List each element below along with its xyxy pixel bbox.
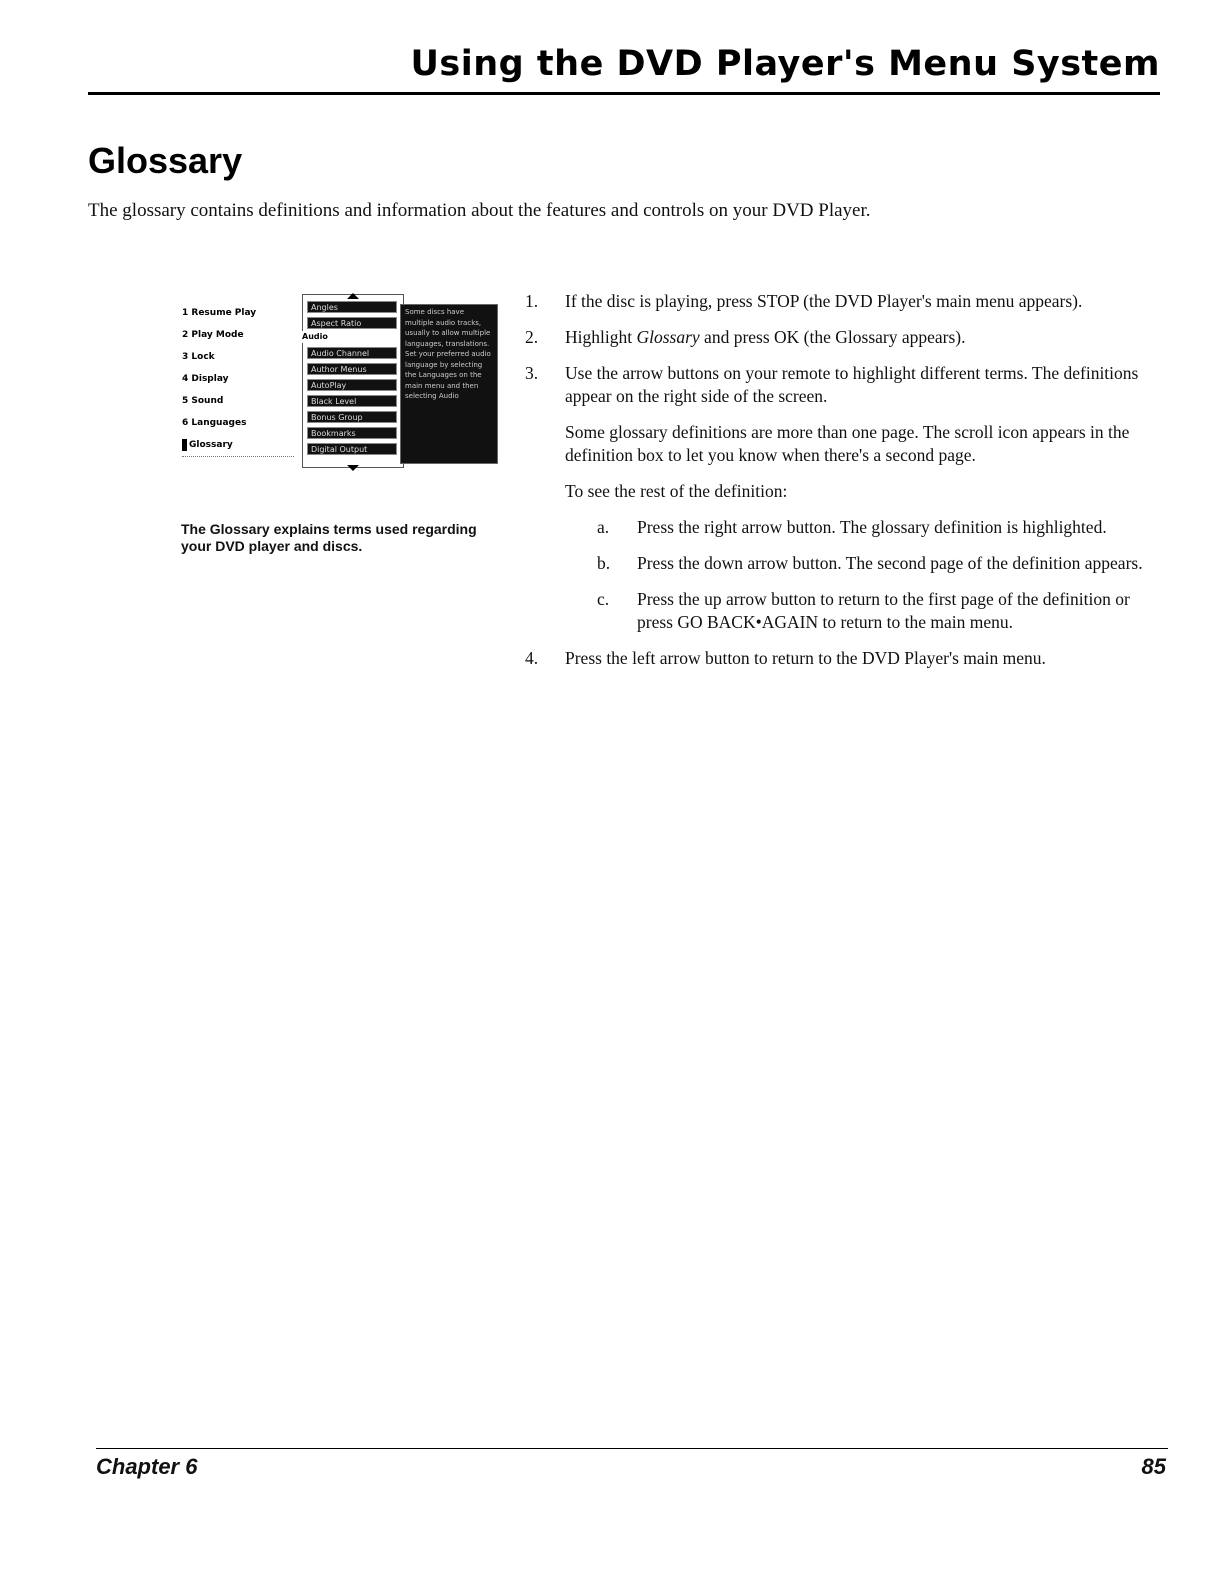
glossary-menu-screenshot [182, 290, 502, 475]
header-rule [88, 92, 1160, 95]
step-1 [525, 290, 1145, 313]
term-angles: Angles [307, 301, 397, 313]
main-menu-list [182, 302, 294, 457]
term-audio: Audio [299, 331, 403, 343]
step-text: and press OK (the Glossary appears). [699, 327, 966, 347]
term-author-menus: Author Menus [307, 363, 397, 375]
substep-letter: c. [597, 589, 610, 609]
footer-chapter: Chapter 6 [96, 1454, 198, 1479]
scroll-up-icon [347, 293, 359, 299]
step-text: Use the arrow buttons on your remote to highlight different terms. The definitions appear on the right side of the screen. [565, 363, 1139, 406]
step-text-emphasis: Glossary [636, 327, 700, 347]
menu-item-play-mode: 2 Play Mode [182, 330, 244, 340]
step-number: 4. [525, 648, 539, 668]
term-digital-output: Digital Output [307, 443, 397, 455]
rest-paragraph: To see the rest of the definition: [565, 481, 788, 501]
intro-paragraph: The glossary contains definitions and information about the features and controls on your DVD Player. [88, 200, 871, 221]
substep-letter: a. [597, 517, 610, 537]
glossary-terms-panel [302, 294, 404, 468]
step-text: Highlight [565, 327, 637, 347]
step-number: 1. [525, 291, 539, 311]
substep-text: Press the down arrow button. The second page of the definition appears. [637, 553, 1143, 573]
step-4 [525, 647, 1145, 670]
substep-text: Press the up arrow button to return to the first page of the definition or press GO BACK•AGAIN to return to the main menu. [637, 589, 1130, 632]
step-3 [525, 362, 1145, 408]
term-autoplay: AutoPlay [307, 379, 397, 391]
term-bookmarks: Bookmarks [307, 427, 397, 439]
substep-letter: b. [597, 553, 611, 573]
footer-rule [96, 1448, 1168, 1449]
term-audio-channel: Audio Channel [307, 347, 397, 359]
page-header-title: Using the DVD Player's Menu System [410, 44, 1160, 84]
definition-box: Some discs have multiple audio tracks, usually to allow multiple languages, translations. Set your preferred audio language by selecting the Languages on the main menu and then selecting Audio [400, 304, 498, 464]
figure-caption: The Glossary explains terms used regarding your DVD player and discs. [181, 521, 477, 554]
menu-item-lock: 3 Lock [182, 352, 215, 362]
term-black-level: Black Level [307, 395, 397, 407]
term-aspect-ratio: Aspect Ratio [307, 317, 397, 329]
substep-c [525, 588, 1145, 634]
selection-marker-icon [182, 439, 187, 451]
section-title: Glossary [88, 140, 243, 181]
substep-a [525, 516, 1145, 539]
substep-b [525, 552, 1145, 575]
footer-page-number: 85 [1141, 1454, 1166, 1479]
menu-item-glossary: Glossary [182, 434, 294, 457]
menu-item-resume-play: 1 Resume Play [182, 308, 257, 318]
step-text: Press the left arrow button to return to the DVD Player's main menu. [565, 648, 1046, 668]
menu-item-sound: 5 Sound [182, 396, 224, 406]
step-2 [525, 326, 1145, 349]
menu-item-languages: 6 Languages [182, 418, 247, 428]
step-number: 3. [525, 363, 539, 383]
scroll-down-icon [347, 465, 359, 471]
note-paragraph: Some glossary definitions are more than one page. The scroll icon appears in the definition box to let you know when there's a second page. [565, 422, 1130, 465]
step-text: If the disc is playing, press STOP (the DVD Player's main menu appears). [565, 291, 1083, 311]
instruction-steps [525, 290, 1145, 683]
substep-text: Press the right arrow button. The glossary definition is highlighted. [637, 517, 1107, 537]
menu-item-display: 4 Display [182, 374, 229, 384]
term-bonus-group: Bonus Group [307, 411, 397, 423]
step-number: 2. [525, 327, 539, 347]
